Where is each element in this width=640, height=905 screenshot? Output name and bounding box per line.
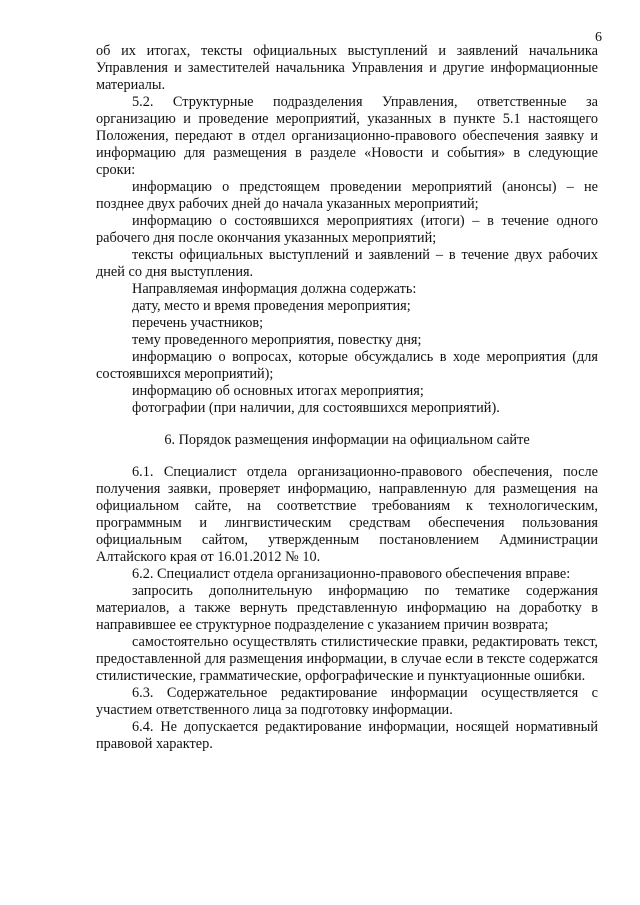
list-item-date-place: дату, место и время проведения мероприятия; <box>132 298 411 314</box>
list-item-questions: информацию о вопросах, которые обсуждались в ходе мероприятия (для состоявшихся мероприятий); <box>96 349 598 382</box>
list-item-speeches: тексты официальных выступлений и заявлений – в течение двух рабочих дней со дня выступления. <box>96 247 598 280</box>
list-item-request-info: запросить дополнительную информацию по тематике содержания материалов, а также вернуть представленную информацию на доработку в направившее ее структурное подразделение с указанием причин возврата; <box>96 583 598 633</box>
list-item-photos: фотографии (при наличии, для состоявшихся мероприятий). <box>132 400 500 416</box>
page-number: 6 <box>595 30 602 45</box>
paragraph-6-2: 6.2. Специалист отдела организационно-правового обеспечения вправе: <box>132 566 571 582</box>
paragraph-6-1: 6.1. Специалист отдела организационно-правового обеспечения, после получения заявки, проверяет информацию, направленную для размещения на официальном сайте, на соответствие требованиям к технологическим, программным и лингвистическим средствам обеспечения пользования официальным сайтом, утвержденным постановлением Администрации Алтайского края от 16.01.2012 № 10. <box>96 464 598 565</box>
section-title: 6. Порядок размещения информации на официальном сайте <box>164 432 530 448</box>
list-item-edit-style: самостоятельно осуществлять стилистические правки, редактировать текст, предоставленной для размещения информации, в случае если в тексте содержатся стилистические, грамматические, орфографические и пунктуационные ошибки. <box>96 634 598 684</box>
list-item-announcements: информацию о предстоящем проведении мероприятий (анонсы) – не позднее двух рабочих дней до начала указанных мероприятий; <box>96 179 598 212</box>
list-item-main-results: информацию об основных итогах мероприятия; <box>132 383 424 399</box>
document-body <box>96 43 598 753</box>
list-item-topic: тему проведенного мероприятия, повестку дня; <box>132 332 422 348</box>
paragraph-6-4: 6.4. Не допускается редактирование информации, носящей нормативный правовой характер. <box>96 719 598 752</box>
list-item-results: информацию о состоявшихся мероприятиях (итоги) – в течение одного рабочего дня после окончания указанных мероприятий; <box>96 213 598 246</box>
paragraph-6-3: 6.3. Содержательное редактирование информации осуществляется с участием ответственного лица за подготовку информации. <box>96 685 598 718</box>
paragraph-5-2: 5.2. Структурные подразделения Управления, ответственные за организацию и проведение мероприятий, указанных в пункте 5.1 настоящего Положения, передают в отдел организационно-правового обеспечения заявку и информацию для размещения в разделе «Новости и события» в следующие сроки: <box>96 94 598 178</box>
paragraph-contents-intro: Направляемая информация должна содержать: <box>132 281 417 297</box>
list-item-participants: перечень участников; <box>132 315 264 331</box>
paragraph-continuation: об их итогах, тексты официальных выступлений и заявлений начальника Управления и заместителей начальника Управления и другие информационные материалы. <box>96 43 598 93</box>
